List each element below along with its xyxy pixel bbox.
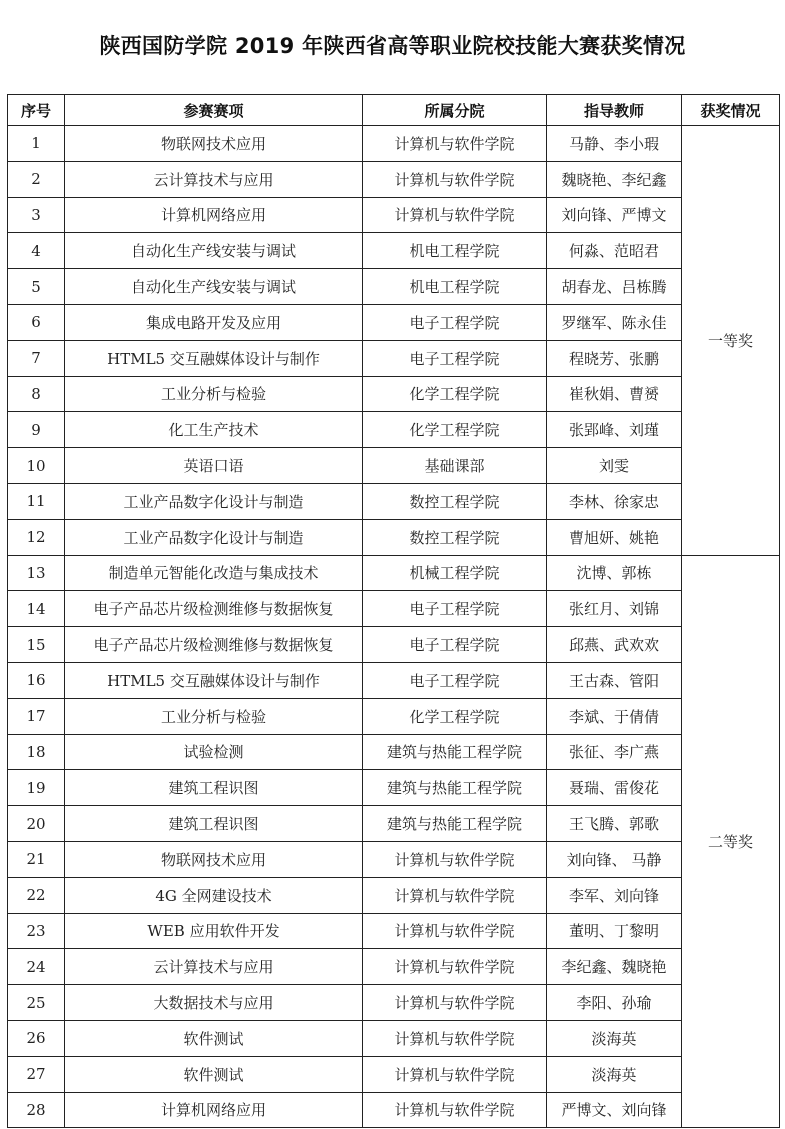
table-row bbox=[8, 627, 780, 663]
cell-teachers: 魏晓艳、李纪鑫 bbox=[547, 161, 682, 197]
cell-dept: 计算机与软件学院 bbox=[363, 126, 547, 162]
table-row bbox=[8, 949, 780, 985]
cell-teachers: 李阳、孙瑜 bbox=[547, 985, 682, 1021]
table-row bbox=[8, 233, 780, 269]
cell-no: 6 bbox=[8, 304, 65, 340]
cell-dept: 数控工程学院 bbox=[363, 483, 547, 519]
cell-no: 22 bbox=[8, 877, 65, 913]
cell-event: 计算机网络应用 bbox=[65, 197, 363, 233]
table-row bbox=[8, 877, 780, 913]
cell-no: 28 bbox=[8, 1092, 65, 1128]
cell-event: HTML5 交互融媒体设计与制作 bbox=[65, 340, 363, 376]
cell-event: 软件测试 bbox=[65, 1020, 363, 1056]
document-title: 陕西国防学院 2019 年陕西省高等职业院校技能大赛获奖情况 bbox=[99, 34, 686, 58]
cell-no: 20 bbox=[8, 806, 65, 842]
cell-dept: 计算机与软件学院 bbox=[363, 913, 547, 949]
cell-teachers: 沈博、郭栋 bbox=[547, 555, 682, 591]
cell-teachers: 邱燕、武欢欢 bbox=[547, 627, 682, 663]
table-row bbox=[8, 913, 780, 949]
cell-dept: 电子工程学院 bbox=[363, 340, 547, 376]
header-no: 序号 bbox=[8, 95, 65, 126]
cell-event: 大数据技术与应用 bbox=[65, 985, 363, 1021]
table-row bbox=[8, 197, 780, 233]
cell-teachers: 崔秋娟、曹赟 bbox=[547, 376, 682, 412]
cell-event: 建筑工程识图 bbox=[65, 806, 363, 842]
cell-teachers: 程晓芳、张鹏 bbox=[547, 340, 682, 376]
cell-award: 一等奖 bbox=[682, 126, 780, 556]
cell-dept: 建筑与热能工程学院 bbox=[363, 734, 547, 770]
cell-teachers: 聂瑞、雷俊花 bbox=[547, 770, 682, 806]
cell-teachers: 淡海英 bbox=[547, 1056, 682, 1092]
cell-teachers: 李军、刘向锋 bbox=[547, 877, 682, 913]
cell-no: 19 bbox=[8, 770, 65, 806]
cell-teachers: 张红月、刘锦 bbox=[547, 591, 682, 627]
cell-teachers: 李林、徐家忠 bbox=[547, 483, 682, 519]
cell-event: 英语口语 bbox=[65, 448, 363, 484]
cell-event: 物联网技术应用 bbox=[65, 126, 363, 162]
cell-dept: 化学工程学院 bbox=[363, 698, 547, 734]
cell-event: 物联网技术应用 bbox=[65, 841, 363, 877]
header-award: 获奖情况 bbox=[682, 95, 780, 126]
table-row bbox=[8, 806, 780, 842]
table-row bbox=[8, 126, 780, 162]
cell-event: 软件测试 bbox=[65, 1056, 363, 1092]
table-row bbox=[8, 376, 780, 412]
cell-event: 建筑工程识图 bbox=[65, 770, 363, 806]
cell-dept: 计算机与软件学院 bbox=[363, 1020, 547, 1056]
cell-dept: 计算机与软件学院 bbox=[363, 949, 547, 985]
cell-event: 制造单元智能化改造与集成技术 bbox=[65, 555, 363, 591]
cell-no: 13 bbox=[8, 555, 65, 591]
table-row bbox=[8, 591, 780, 627]
table-row bbox=[8, 662, 780, 698]
table-header bbox=[8, 95, 780, 126]
table-row bbox=[8, 1020, 780, 1056]
cell-event: 电子产品芯片级检测维修与数据恢复 bbox=[65, 627, 363, 663]
table-row bbox=[8, 519, 780, 555]
cell-dept: 电子工程学院 bbox=[363, 662, 547, 698]
cell-dept: 基础课部 bbox=[363, 448, 547, 484]
table-row bbox=[8, 304, 780, 340]
cell-event: 自动化生产线安装与调试 bbox=[65, 233, 363, 269]
cell-event: WEB 应用软件开发 bbox=[65, 913, 363, 949]
cell-dept: 建筑与热能工程学院 bbox=[363, 806, 547, 842]
awards-table bbox=[7, 94, 780, 1128]
table-row bbox=[8, 985, 780, 1021]
header-dept: 所属分院 bbox=[363, 95, 547, 126]
cell-event: 云计算技术与应用 bbox=[65, 161, 363, 197]
cell-dept: 电子工程学院 bbox=[363, 304, 547, 340]
cell-dept: 机械工程学院 bbox=[363, 555, 547, 591]
cell-no: 15 bbox=[8, 627, 65, 663]
cell-dept: 机电工程学院 bbox=[363, 233, 547, 269]
cell-no: 4 bbox=[8, 233, 65, 269]
cell-no: 16 bbox=[8, 662, 65, 698]
cell-no: 24 bbox=[8, 949, 65, 985]
header-row bbox=[8, 95, 780, 126]
cell-dept: 计算机与软件学院 bbox=[363, 985, 547, 1021]
cell-no: 17 bbox=[8, 698, 65, 734]
cell-teachers: 马静、李小瑕 bbox=[547, 126, 682, 162]
cell-event: 工业产品数字化设计与制造 bbox=[65, 483, 363, 519]
cell-no: 14 bbox=[8, 591, 65, 627]
table-row bbox=[8, 698, 780, 734]
cell-no: 10 bbox=[8, 448, 65, 484]
cell-no: 8 bbox=[8, 376, 65, 412]
table-row bbox=[8, 448, 780, 484]
cell-teachers: 刘雯 bbox=[547, 448, 682, 484]
cell-no: 21 bbox=[8, 841, 65, 877]
cell-teachers: 张郢峰、刘瑾 bbox=[547, 412, 682, 448]
cell-no: 25 bbox=[8, 985, 65, 1021]
cell-event: 集成电路开发及应用 bbox=[65, 304, 363, 340]
cell-teachers: 李纪鑫、魏晓艳 bbox=[547, 949, 682, 985]
cell-teachers: 何淼、范昭君 bbox=[547, 233, 682, 269]
cell-no: 1 bbox=[8, 126, 65, 162]
cell-no: 23 bbox=[8, 913, 65, 949]
cell-dept: 计算机与软件学院 bbox=[363, 161, 547, 197]
table-row bbox=[8, 1056, 780, 1092]
cell-teachers: 李斌、于倩倩 bbox=[547, 698, 682, 734]
cell-no: 12 bbox=[8, 519, 65, 555]
table-row bbox=[8, 841, 780, 877]
cell-event: HTML5 交互融媒体设计与制作 bbox=[65, 662, 363, 698]
cell-teachers: 曹旭妍、姚艳 bbox=[547, 519, 682, 555]
cell-event: 化工生产技术 bbox=[65, 412, 363, 448]
cell-event: 工业分析与检验 bbox=[65, 698, 363, 734]
cell-dept: 电子工程学院 bbox=[363, 591, 547, 627]
cell-event: 工业分析与检验 bbox=[65, 376, 363, 412]
cell-no: 2 bbox=[8, 161, 65, 197]
cell-teachers: 胡春龙、吕栋腾 bbox=[547, 269, 682, 305]
cell-teachers: 刘向锋、严博文 bbox=[547, 197, 682, 233]
cell-teachers: 刘向锋、 马静 bbox=[547, 841, 682, 877]
table-body bbox=[8, 126, 780, 1128]
cell-no: 26 bbox=[8, 1020, 65, 1056]
cell-no: 3 bbox=[8, 197, 65, 233]
table-row bbox=[8, 734, 780, 770]
cell-dept: 机电工程学院 bbox=[363, 269, 547, 305]
table-row bbox=[8, 269, 780, 305]
cell-teachers: 王古森、管阳 bbox=[547, 662, 682, 698]
table-row bbox=[8, 770, 780, 806]
cell-no: 7 bbox=[8, 340, 65, 376]
cell-teachers: 董明、丁黎明 bbox=[547, 913, 682, 949]
cell-no: 5 bbox=[8, 269, 65, 305]
table-row bbox=[8, 555, 780, 591]
table-row bbox=[8, 1092, 780, 1128]
header-teachers: 指导教师 bbox=[547, 95, 682, 126]
cell-event: 自动化生产线安装与调试 bbox=[65, 269, 363, 305]
cell-teachers: 张征、李广燕 bbox=[547, 734, 682, 770]
table-row bbox=[8, 340, 780, 376]
cell-dept: 化学工程学院 bbox=[363, 412, 547, 448]
cell-dept: 建筑与热能工程学院 bbox=[363, 770, 547, 806]
cell-teachers: 罗继军、陈永佳 bbox=[547, 304, 682, 340]
cell-dept: 电子工程学院 bbox=[363, 627, 547, 663]
cell-dept: 计算机与软件学院 bbox=[363, 877, 547, 913]
cell-dept: 数控工程学院 bbox=[363, 519, 547, 555]
header-event: 参赛赛项 bbox=[65, 95, 363, 126]
cell-event: 云计算技术与应用 bbox=[65, 949, 363, 985]
cell-no: 18 bbox=[8, 734, 65, 770]
table-row bbox=[8, 483, 780, 519]
cell-teachers: 严博文、刘向锋 bbox=[547, 1092, 682, 1128]
cell-event: 4G 全网建设技术 bbox=[65, 877, 363, 913]
cell-award: 二等奖 bbox=[682, 555, 780, 1128]
cell-dept: 化学工程学院 bbox=[363, 376, 547, 412]
cell-dept: 计算机与软件学院 bbox=[363, 841, 547, 877]
cell-event: 电子产品芯片级检测维修与数据恢复 bbox=[65, 591, 363, 627]
table-row bbox=[8, 161, 780, 197]
cell-event: 计算机网络应用 bbox=[65, 1092, 363, 1128]
cell-dept: 计算机与软件学院 bbox=[363, 1092, 547, 1128]
cell-no: 9 bbox=[8, 412, 65, 448]
cell-dept: 计算机与软件学院 bbox=[363, 197, 547, 233]
cell-event: 试验检测 bbox=[65, 734, 363, 770]
cell-no: 27 bbox=[8, 1056, 65, 1092]
cell-teachers: 王飞腾、郭歌 bbox=[547, 806, 682, 842]
cell-no: 11 bbox=[8, 483, 65, 519]
cell-event: 工业产品数字化设计与制造 bbox=[65, 519, 363, 555]
table-row bbox=[8, 412, 780, 448]
cell-teachers: 淡海英 bbox=[547, 1020, 682, 1056]
cell-dept: 计算机与软件学院 bbox=[363, 1056, 547, 1092]
